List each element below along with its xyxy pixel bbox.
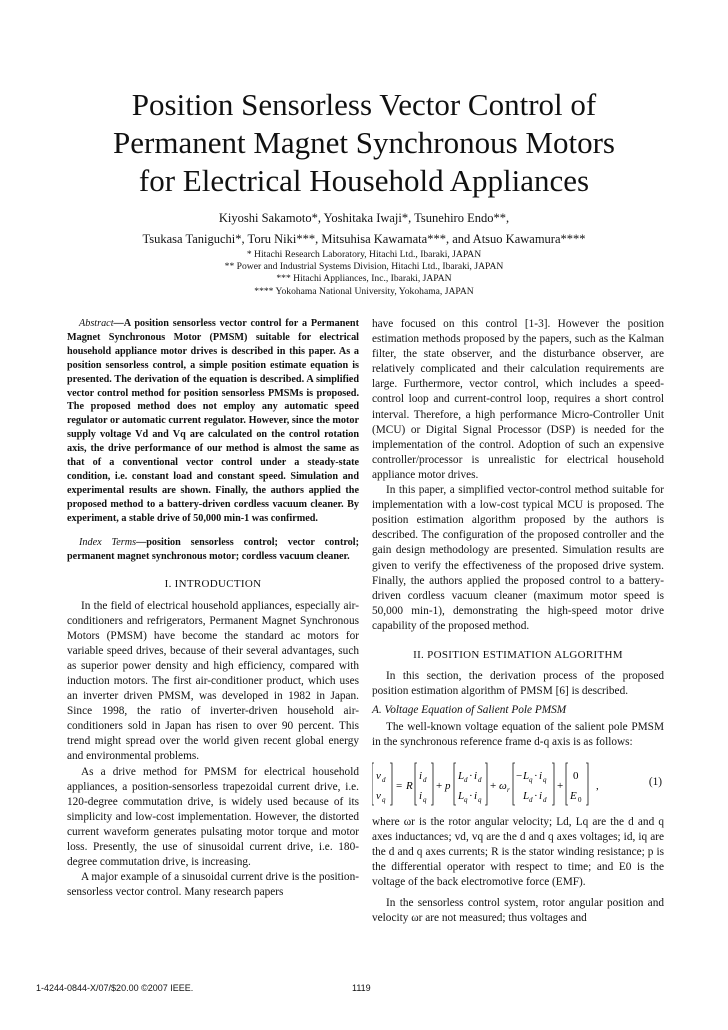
svg-text:ω: ω xyxy=(499,779,507,792)
section2-paragraph-1: In this section, the derivation process of the proposed position estimation algorithm of PMSM [6] is described. xyxy=(372,670,664,698)
svg-text:d: d xyxy=(464,775,468,784)
title-line-1: Position Sensorless Vector Control of xyxy=(131,87,597,122)
author-list xyxy=(40,208,688,250)
paper-title xyxy=(60,86,668,200)
svg-text:d: d xyxy=(529,795,533,804)
svg-text:d: d xyxy=(478,775,482,784)
svg-text:,: , xyxy=(596,779,599,792)
svg-text:·: · xyxy=(469,789,473,802)
title-line-2: Permanent Magnet Synchronous Motors xyxy=(113,125,615,160)
affiliation-4: **** Yokohama National University, Yokohama, JAPAN xyxy=(254,285,474,297)
affiliation-2: ** Power and Industrial Systems Division, Hitachi Ltd., Ibaraki, JAPAN xyxy=(224,261,504,273)
svg-text:+: + xyxy=(436,779,443,792)
svg-text:E: E xyxy=(570,789,577,802)
svg-text:v: v xyxy=(376,789,381,802)
equation-number: (1) xyxy=(648,775,662,788)
svg-text:p: p xyxy=(445,779,451,792)
svg-text:=: = xyxy=(396,779,403,792)
author-line-2: Tsukasa Taniguchi*, Toru Niki***, Mitsuhisa Kawamata***, and Atsuo Kawamura**** xyxy=(142,232,586,246)
svg-text:+: + xyxy=(490,779,497,792)
section2-paragraph-2: The well-known voltage equation of the salient pole PMSM in the synchronous reference frame d-q axis is as follows: xyxy=(372,721,664,749)
svg-text:d: d xyxy=(423,775,427,784)
copyright-footer: 1-4244-0844-X/07/$20.00 ©2007 IEEE. xyxy=(36,983,194,993)
svg-text:R: R xyxy=(406,779,413,792)
abstract-text: —A position sensorless vector control for a Permanent Magnet Synchronous Motor (PMSM) suitable for electrical household appliance motor drives is described in this paper. As a position sensorless control, a simple position estimate equation is presented. The derivation of the equation is described. A simplified vector control method for position sensorless PMSMs is proposed. The proposed method does not employ any automatic speed regulator or automatic current regulator. However, since the motor supply voltage Vd and Vq are calculated on the control rotation axis, the drive performance of our method is almost the same as that of a conventional vector control under a steady-state condition, i.e. constant load and constant speed. Simulation and experimental results are shown. Finally, the authors applied the proposed method to a battery-driven cordless vacuum cleaner. By experiment, a stable drive of 50,000 min-1 was confirmed. xyxy=(67,318,359,524)
index-terms xyxy=(67,536,359,564)
svg-text:d: d xyxy=(543,795,547,804)
svg-text:q: q xyxy=(543,775,547,784)
title-line-3: for Electrical Household Appliances xyxy=(138,163,590,198)
svg-text:i: i xyxy=(474,769,478,782)
svg-text:q: q xyxy=(478,795,482,804)
svg-text:v: v xyxy=(376,769,381,782)
section2-paragraph-3: where ωr is the rotor angular velocity; Ld, Lq are the d and q axes inductances; vd, vq are the d and q axes voltages; id, iq are the d and q axes currents; R is the stator winding resistance; p is the differential operator with respect to time; and E0 is the voltage of the back electromotive force (EMF). xyxy=(372,815,664,888)
intro-paragraph-3: A major example of a sinusoidal current drive is the position-sensorless vector control. Many research papers xyxy=(67,871,359,899)
affiliation-3: *** Hitachi Appliances, Inc., Ibaraki, JAPAN xyxy=(276,273,452,285)
page-number: 1119 xyxy=(352,983,371,993)
svg-text:L: L xyxy=(458,769,465,782)
svg-text:q: q xyxy=(529,775,533,784)
svg-text:·: · xyxy=(469,769,473,782)
index-terms-text: —position sensorless control; vector control; permanent magnet synchronous motor; cordless vacuum cleaner. xyxy=(67,536,359,562)
section2-paragraph-4: In the sensorless control system, rotor angular position and velocity ωr are not measured; thus voltages and xyxy=(372,897,664,925)
svg-text:+: + xyxy=(557,779,564,792)
author-line-1: Kiyoshi Sakamoto*, Yoshitaka Iwaji*, Tsunehiro Endo**, xyxy=(218,211,510,225)
abstract xyxy=(67,317,359,526)
svg-text:i: i xyxy=(474,789,478,802)
svg-text:L: L xyxy=(458,789,465,802)
abstract-lead: Abstract xyxy=(79,318,114,329)
right-column xyxy=(372,317,664,926)
svg-text:·: · xyxy=(534,789,538,802)
svg-text:−: − xyxy=(516,769,523,782)
svg-text:L: L xyxy=(523,769,530,782)
right-paragraph-2: In this paper, a simplified vector-control method suitable for implementation with a low-cost typical MCU is proposed. The position estimation algorithm proposed by the authors is described. The configuration of the proposed controller and the gain design methodology are presented. Simulation results are given to verify the effectiveness of the proposed drive system. Finally, the authors applied the proposed control to a battery-driven cordless vacuum cleaner (maximum motor speed is 50,000 min-1), demonstrating the high-speed motor drive capability of the proposed method. xyxy=(372,484,664,632)
right-paragraph-1: have focused on this control [1-3]. However the position estimation methods proposed by the papers, such as the Kalman filter, the state observer, and the disturbance observer, are relatively complicated and their calculation requirements are large. Furthermore, vector control, which includes a speed-control loop and current-control loop, requires a short control interval. Therefore, a high performance Micro-Controller Unit (MCU) or Digital Signal Processor (DSP) is needed for the implementation of the control. Adoption of such an expensive controller/processor is unrealistic for electrical household appliance motor drives. xyxy=(372,318,664,481)
svg-text:q: q xyxy=(423,795,427,804)
svg-text:L: L xyxy=(523,789,530,802)
svg-text:0: 0 xyxy=(578,795,582,804)
svg-text:i: i xyxy=(539,769,543,782)
intro-paragraph-1: In the field of electrical household appliances, especially air-conditioners and refrigerators, Permanent Magnet Synchronous Motors (PMSM) have become the standard ac motors for variable speed drives, because of their several advantages, such as superior power density and high efficiency, compared with induction motors. The first air-conditioner product, which uses an inverter driven PMSM, was developed in 1982 in Japan. Since 1998, the ratio of inverter-driven household air-conditioners sold in Japan has risen to over 90 percent. This trend might spread over the world given recent global energy and environmental problems. xyxy=(67,599,359,763)
svg-text:i: i xyxy=(419,789,423,802)
svg-text:·: · xyxy=(534,769,538,782)
voltage-equation-graphic xyxy=(372,759,622,809)
intro-paragraph-2: As a drive method for PMSM for electrical household appliances, a position-sensorless trapezoidal current drive, i.e. 120-degree commutation drive, is widely used because of its simplicity and low-cost implementation. However, the distorted current waveform generates pulsating motor torque and motor loss. Presently, the use of sinusoidal current drive, i.e. 180-degree commutation drive, is increasing. xyxy=(67,765,359,869)
svg-text:i: i xyxy=(419,769,423,782)
affiliation-list xyxy=(40,249,688,298)
section-heading-position-estimation: II. POSITION ESTIMATION ALGORITHM xyxy=(413,648,623,661)
svg-text:q: q xyxy=(382,795,386,804)
subsection-heading: A. Voltage Equation of Salient Pole PMSM xyxy=(372,704,567,717)
voltage-equation xyxy=(372,759,664,809)
index-terms-lead: Index Terms xyxy=(79,536,137,548)
left-column xyxy=(67,317,359,900)
svg-text:d: d xyxy=(382,775,386,784)
svg-text:i: i xyxy=(539,789,543,802)
svg-text:q: q xyxy=(464,795,468,804)
svg-text:0: 0 xyxy=(573,769,579,782)
affiliation-1: * Hitachi Research Laboratory, Hitachi Ltd., Ibaraki, JAPAN xyxy=(246,249,482,260)
section-heading-introduction: I. INTRODUCTION xyxy=(164,578,262,591)
svg-text:r: r xyxy=(507,785,510,794)
